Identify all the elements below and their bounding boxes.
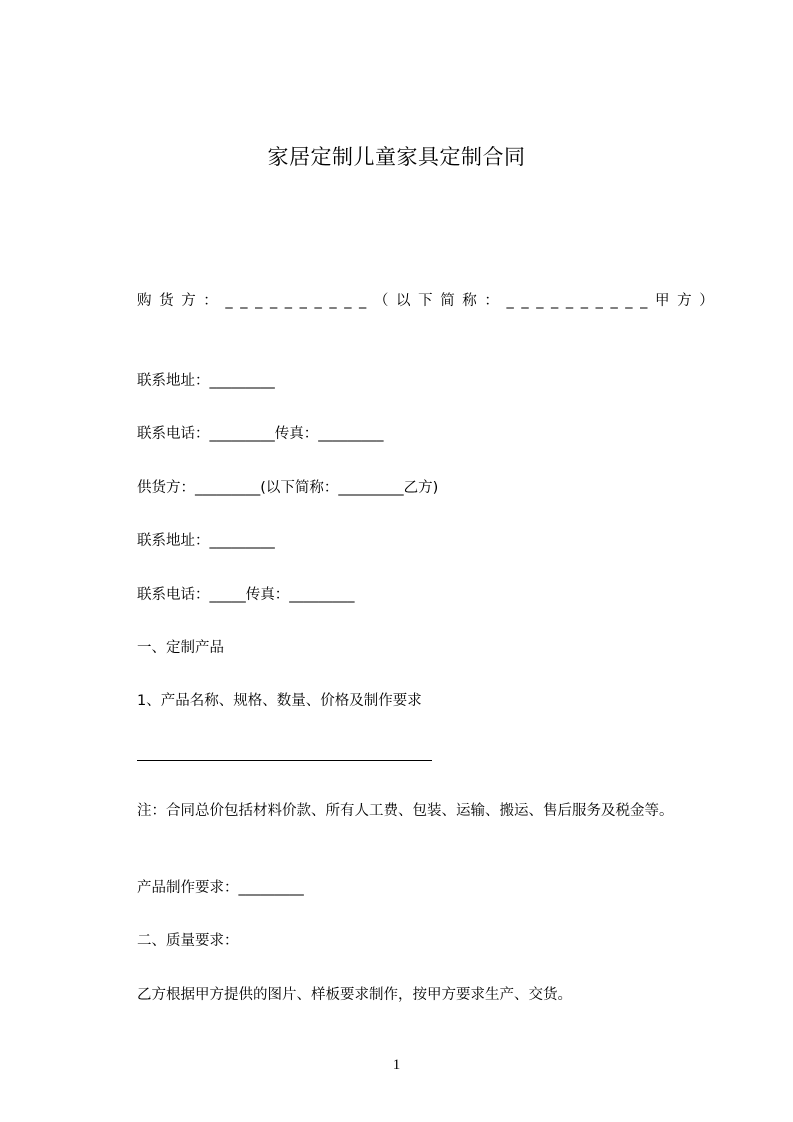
supplier-phone-fax: 联系电话：_____传真：_________ xyxy=(137,587,355,603)
blank-fill-line xyxy=(137,760,432,761)
page-number: 1 xyxy=(392,1057,401,1073)
buyer-line: 购货方：__________（以下简称：__________甲方） xyxy=(137,293,722,309)
buyer-phone-fax: 联系电话：_________传真：_________ xyxy=(137,426,384,442)
supplier-address: 联系地址：_________ xyxy=(137,533,275,549)
section-2-text: 乙方根据甲方提供的图片、样板要求制作，按甲方要求生产、交货。 xyxy=(137,987,572,1003)
supplier-line: 供货方：_________(以下简称：_________乙方) xyxy=(137,480,439,496)
buyer-address: 联系地址：_________ xyxy=(137,373,275,389)
section-2-heading: 二、质量要求： xyxy=(137,933,239,949)
section-1-item-1: 1、产品名称、规格、数量、价格及制作要求 xyxy=(137,693,422,709)
price-note: 注：合同总价包括材料价款、所有人工费、包装、运输、搬运、售后服务及税金等。 xyxy=(137,803,674,819)
document-title: 家居定制儿童家具定制合同 xyxy=(267,145,526,169)
section-1-heading: 一、定制产品 xyxy=(137,640,224,656)
production-requirements: 产品制作要求：_________ xyxy=(137,880,304,896)
